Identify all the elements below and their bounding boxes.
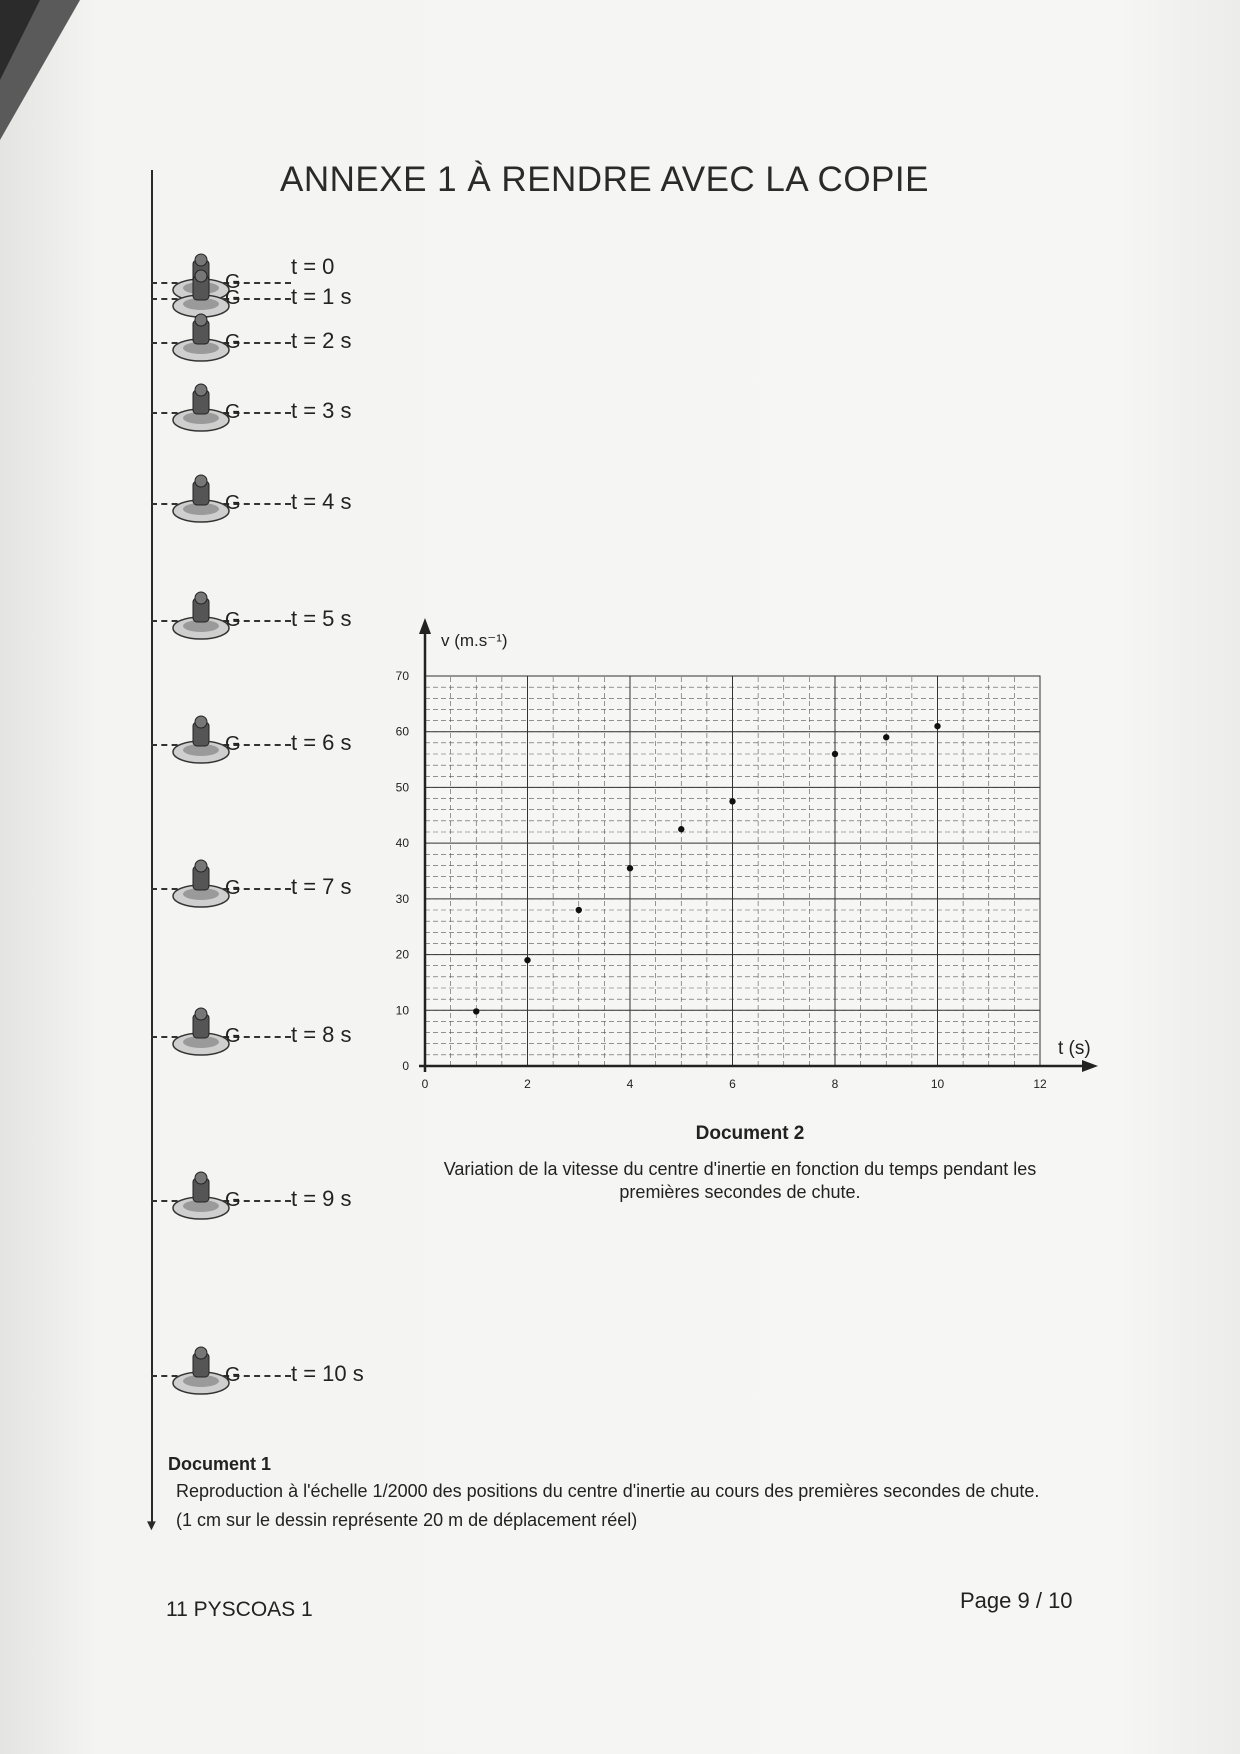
- svg-text:G: G: [225, 1025, 241, 1047]
- trajectory-arrow-icon: ▼: [144, 1517, 159, 1534]
- skydiver-icon: [171, 1006, 251, 1058]
- data-point: [883, 734, 889, 740]
- x-tick-label: 0: [421, 1077, 429, 1091]
- document1-caption-line1: Reproduction à l'échelle 1/2000 des positions du centre d'inertie au cours des premières secondes de chute.: [176, 1481, 1040, 1501]
- svg-text:G: G: [225, 492, 241, 514]
- y-tick-label: 70: [395, 669, 409, 683]
- svg-text:G: G: [225, 1189, 241, 1211]
- document1-title: Document 1: [168, 1454, 272, 1474]
- trajectory-axis: [151, 170, 153, 1525]
- x-axis-arrow-icon: [1082, 1060, 1098, 1072]
- time-label: t = 10 s: [291, 1361, 364, 1386]
- time-label: t = 1 s: [291, 284, 352, 309]
- data-point: [524, 957, 530, 963]
- data-point: [934, 723, 940, 729]
- page-corner-fold: [0, 0, 90, 150]
- time-label: t = 0: [291, 254, 335, 279]
- data-point: [576, 907, 582, 913]
- time-label: t = 5 s: [291, 606, 352, 631]
- document2-title: Document 2: [695, 1123, 805, 1144]
- document2-caption: Variation de la vitesse du centre d'inertie en fonction du temps pendant les premières secondes de chute.: [443, 1159, 1037, 1202]
- page-number: Page 9 / 10: [960, 1588, 1073, 1613]
- y-tick-label: 60: [395, 724, 409, 739]
- data-point: [627, 865, 633, 871]
- skydiver-icon: [171, 312, 251, 364]
- time-label: t = 6 s: [291, 730, 352, 755]
- data-point: [729, 798, 735, 804]
- data-point: [678, 826, 684, 832]
- x-tick-label: 6: [729, 1077, 736, 1091]
- x-tick-label: 12: [1033, 1077, 1047, 1091]
- svg-text:G: G: [225, 877, 241, 899]
- document1-caption-line2: (1 cm sur le dessin représente 20 m de déplacement réel): [176, 1510, 638, 1530]
- skydiver-icon: [171, 858, 251, 910]
- skydiver-icon: [171, 1345, 251, 1397]
- svg-text:G: G: [225, 271, 241, 293]
- y-tick-label: 0: [402, 1059, 409, 1073]
- skydiver-icon: [171, 714, 251, 766]
- svg-text:G: G: [225, 733, 241, 755]
- time-label: t = 8 s: [291, 1022, 352, 1047]
- time-label: t = 4 s: [291, 489, 352, 514]
- time-label: t = 2 s: [291, 328, 352, 353]
- svg-text:G: G: [225, 1364, 241, 1386]
- skydiver-icon: [171, 1170, 251, 1222]
- y-tick-label: 20: [395, 947, 409, 962]
- y-tick-label: 30: [395, 891, 409, 906]
- velocity-chart: [380, 330, 1120, 1100]
- data-point: [832, 751, 838, 757]
- skydiver-icon: [171, 382, 251, 434]
- y-tick-label: 10: [395, 1003, 409, 1018]
- y-tick-label: 40: [395, 836, 409, 851]
- svg-text:G: G: [225, 401, 241, 423]
- skydiver-icon: [171, 590, 251, 642]
- skydiver-icon: [171, 473, 251, 525]
- svg-text:G: G: [225, 331, 241, 353]
- y-axis-arrow-icon: [419, 618, 431, 634]
- x-axis-label: t (s): [1058, 1038, 1091, 1059]
- svg-text:G: G: [225, 609, 241, 631]
- page-title: ANNEXE 1 À RENDRE AVEC LA COPIE: [280, 160, 929, 199]
- x-tick-label: 8: [831, 1077, 839, 1091]
- x-tick-label: 4: [626, 1077, 634, 1091]
- time-label: t = 9 s: [291, 1186, 352, 1211]
- y-tick-label: 50: [395, 780, 409, 795]
- exam-code: 11 PYSCOAS 1: [166, 1598, 313, 1621]
- y-axis-label: v (m.s⁻¹): [441, 631, 508, 650]
- x-tick-label: 2: [524, 1077, 531, 1091]
- time-label: t = 3 s: [291, 398, 352, 423]
- data-point: [473, 1008, 479, 1014]
- time-label: t = 7 s: [291, 874, 352, 899]
- svg-text:G: G: [225, 287, 241, 309]
- x-tick-label: 10: [930, 1077, 945, 1091]
